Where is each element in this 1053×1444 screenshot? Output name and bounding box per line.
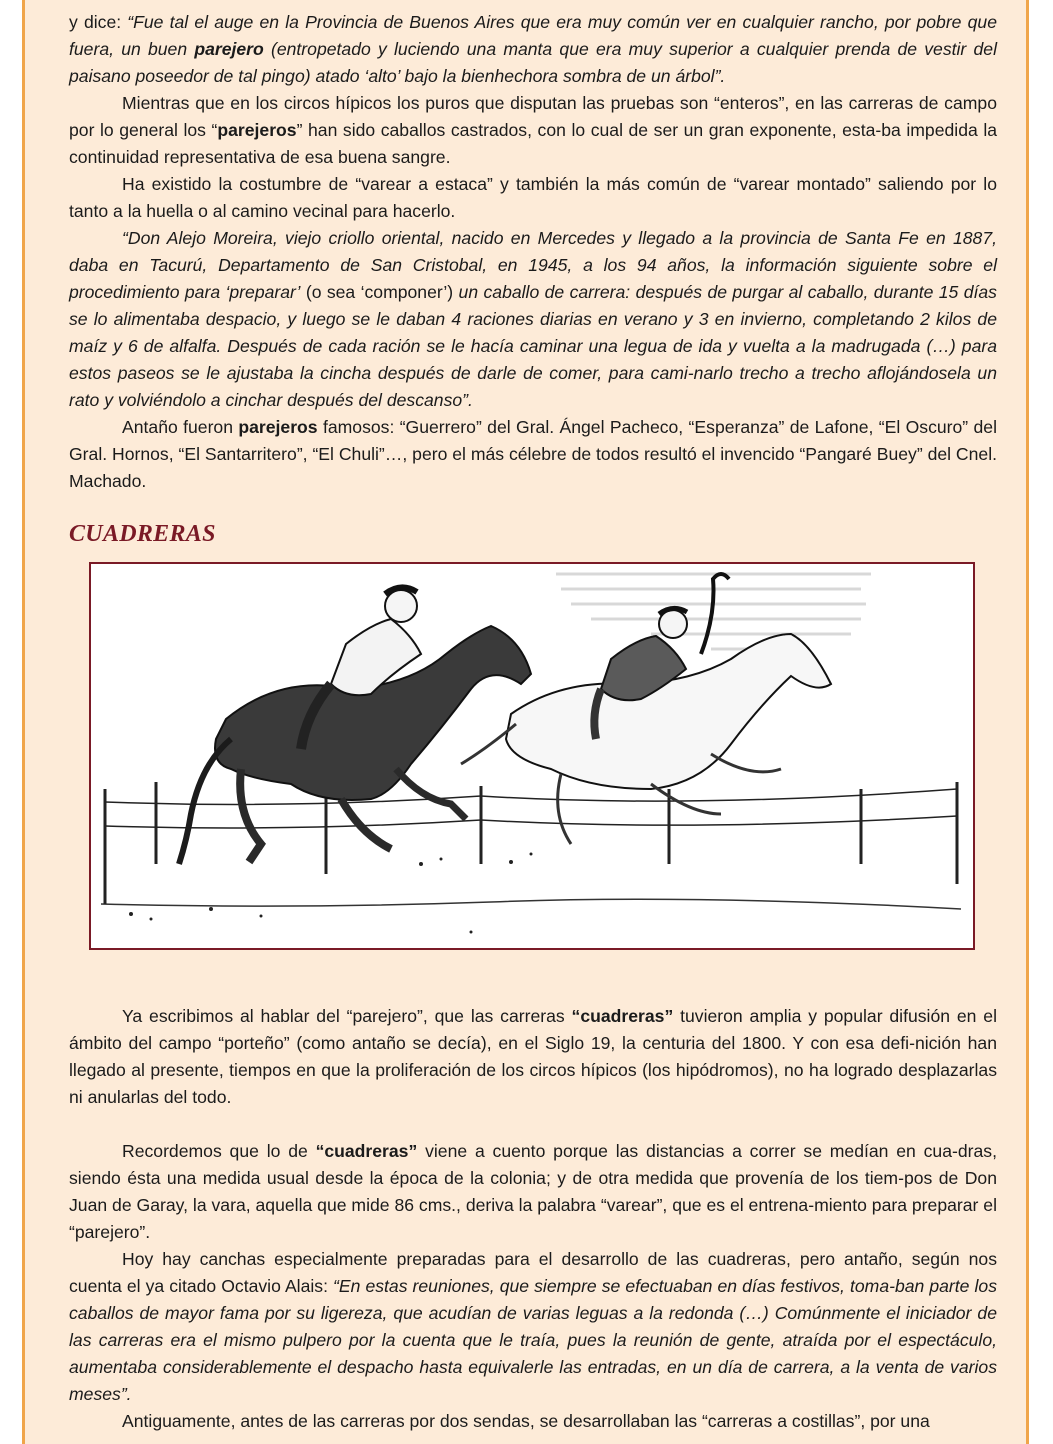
bold-term: “cuadreras” — [315, 1141, 418, 1161]
page-panel — [22, 0, 1029, 1444]
quote-text: “En estas reuniones, que siempre se efectuaban en días festivos, toma-ban parte los caballos de mayor fama por su ligereza, que acudían de varias leguas a la redonda (…) Comúnmente el iniciador de las carreras era el mismo pulpero por la cuenta que le traía, pues la reunión de gente, atraída por el espectáculo, aumentaba considerablemente el despacho hasta equivalerle las entradas, en un día de carrera, a la venta de varios meses”. — [69, 1276, 997, 1404]
illustration-horse-race — [89, 562, 975, 950]
text: Antaño fueron — [122, 417, 239, 437]
text-block-bottom — [69, 1003, 997, 1435]
ground-speckles — [129, 853, 533, 934]
text: famosos: “Guerrero” del Gral. Ángel Pacheco, “Esperanza” de Lafone, “El Oscuro” del Gral. Hornos, “El Santarritero”, “El Chuli”…, pero el más célebre de todos resultó el invencido “Pangaré Buey” del Cnel. Machado. — [69, 417, 998, 491]
text: (entropetado y luciendo una manta que era muy superior a cualquier prenda de vestir del paisano poseedor de tal pingo) atado ‘alto’ bajo la bienhechora sombra de un árbol”. — [69, 39, 997, 86]
text: viene a cuento porque las distancias a correr se medían en cua-dras, siendo ésta una medida usual desde la época de la colonia; y de otra medida que provenía de los tiem-pos de Don Juan de Garay, la vara, aquella que mide 86 cms., deriva la palabra “varear”, que es el entrena-miento para preparar el “parejero”. — [69, 1141, 997, 1242]
text: Hoy hay canchas especialmente preparadas para el desarrollo de las cuadreras, pero antaño, según nos cuenta el ya citado Octavio Alais: — [69, 1249, 997, 1296]
quote-text: “Don Alejo Moreira, viejo criollo oriental, nacido en Mercedes y llegado a la provincia de Santa Fe en 1887, daba en Tacurú, Departamento de San Cristobal, en 1945, a los 94 años, la información siguiente sobre el procedimiento para ‘preparar’ — [69, 228, 997, 302]
text: Mientras que en los circos hípicos los puros que disputan las pruebas son “enteros”, en las carreras de campo por lo general los “ — [69, 93, 997, 140]
text-block-top — [69, 9, 997, 495]
paragraph — [69, 90, 997, 171]
section-heading: CUADRERAS — [69, 521, 216, 547]
bold-term: parejeros — [217, 120, 297, 140]
text: ” han sido caballos castrados, con lo cual de ser un gran exponente, esta-ba impedida la continuidad representativa de esa buena sangre. — [69, 120, 998, 167]
horse-race-drawing — [91, 564, 973, 948]
paragraph — [69, 414, 997, 495]
fence-wires — [105, 789, 957, 828]
paragraph: Antiguamente, antes de las carreras por dos sendas, se desarrollaban las “carreras a costillas”, por una — [122, 1411, 930, 1431]
text: Ya escribimos al hablar del “parejero”, que las carreras — [122, 1006, 572, 1026]
paragraph — [69, 1246, 997, 1408]
fence-posts — [105, 782, 957, 904]
text: (o sea ‘componer’) — [300, 282, 459, 302]
bold-term: parejero — [194, 39, 264, 59]
text: y dice: — [69, 12, 128, 32]
bold-term: “cuadreras” — [571, 1006, 674, 1026]
quote-text: un caballo de carrera: después de purgar al caballo, durante 15 días se lo alimentaba despacio, y luego se le daban 4 raciones diarias en verano y 3 en invierno, completando 2 kilos de maíz y 6 de alfalfa. Después de cada ración se le hacía caminar una legua de ida y vuelta a la madrugada (…) para estos paseos se le ajustaba la cincha después de darle de comer, para cami-narlo trecho a trecho aflojándosela un rato y volviéndolo a cinchar después del descanso”. — [69, 282, 997, 410]
text: Recordemos que lo de — [122, 1141, 316, 1161]
paragraph — [69, 1003, 997, 1111]
paragraph: Ha existido la costumbre de “varear a estaca” y también la más común de “varear montado” saliendo por lo tanto a la huella o al camino vecinal para hacerlo. — [69, 174, 997, 221]
paragraph — [69, 225, 997, 414]
quote-text — [69, 12, 997, 86]
paragraph — [69, 9, 997, 90]
paragraph-gap — [69, 1111, 997, 1138]
text: “Fue tal el auge en la Provincia de Buenos Aires que era muy común ver en cualquier rancho, por pobre que fuera, un buen — [69, 12, 997, 59]
bold-term: parejeros — [238, 417, 318, 437]
text: tuvieron amplia y popular difusión en el ámbito del campo “porteño” (como antaño se decía), en el Siglo 19, la centuria del 1800. Y con esa defi-nición han llegado al presente, tiempos en que la proliferación de los circos hípicos (los hipódromos), no ha logrado desplazarlas ni anularlas del todo. — [69, 1006, 997, 1107]
paragraph — [69, 1138, 997, 1246]
